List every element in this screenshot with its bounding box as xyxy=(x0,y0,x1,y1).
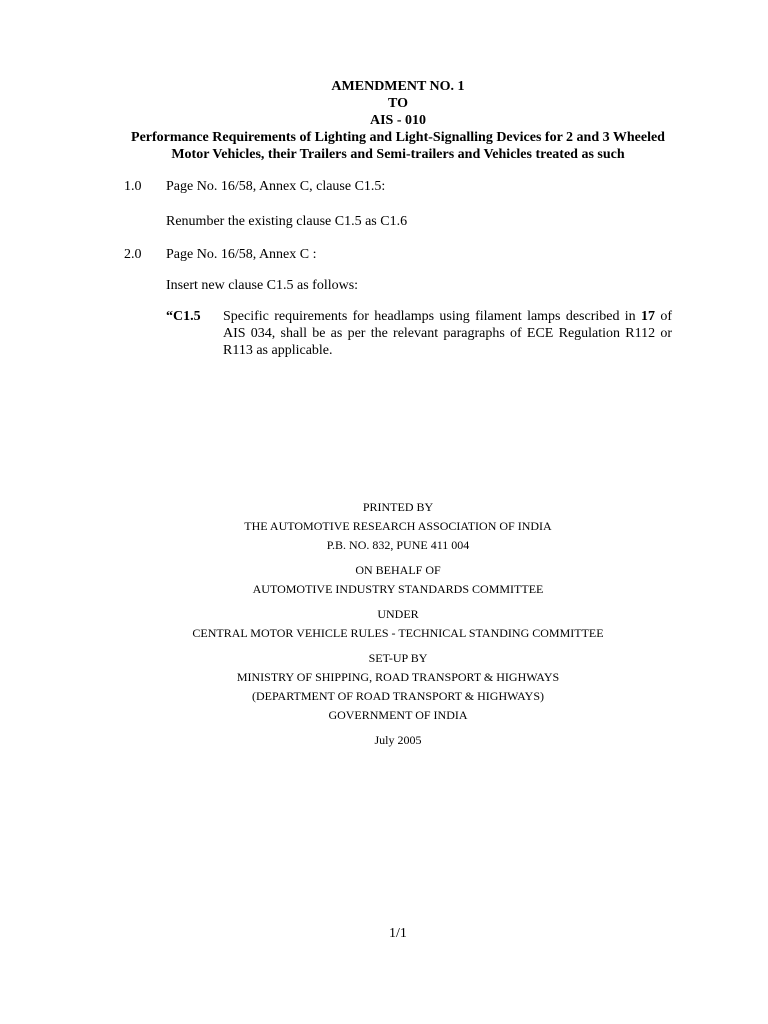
publisher-address: P.B. NO. 832, PUNE 411 004 xyxy=(326,538,470,552)
publication-date: July 2005 xyxy=(374,733,422,747)
publisher-name: THE AUTOMOTIVE RESEARCH ASSOCIATION OF INDIA xyxy=(244,519,552,533)
clause-number: 1.0 xyxy=(124,179,142,194)
new-clause-label: “C1.5 xyxy=(166,309,201,324)
title-block xyxy=(100,78,696,163)
new-clause-c1-5 xyxy=(166,308,672,359)
publisher-block xyxy=(100,498,696,750)
new-clause-bold-reference: 17 xyxy=(641,309,656,324)
clause-2-reference xyxy=(124,246,317,263)
clause-1-reference xyxy=(124,178,385,195)
setup-by-label: SET-UP BY xyxy=(368,651,428,665)
clause-reference: Page No. 16/58, Annex C : xyxy=(166,247,317,262)
page-number: 1/1 xyxy=(389,926,407,941)
amendment-number: AMENDMENT NO. 1 xyxy=(331,79,465,94)
to-label: TO xyxy=(388,96,408,111)
on-behalf-of-label: ON BEHALF OF xyxy=(355,563,441,577)
government-name: GOVERNMENT OF INDIA xyxy=(328,708,468,722)
clause-2-instruction: Insert new clause C1.5 as follows: xyxy=(166,278,359,293)
new-clause-text xyxy=(223,308,672,359)
rules-committee-name: CENTRAL MOTOR VEHICLE RULES - TECHNICAL STANDING COMMITTEE xyxy=(192,626,604,640)
printed-by-label: PRINTED BY xyxy=(362,500,434,514)
clause-reference: Page No. 16/58, Annex C, clause C1.5: xyxy=(166,179,386,194)
document-title-line-1: Performance Requirements of Lighting and Light-Signalling Devices for 2 and 3 Wheeled xyxy=(131,130,665,145)
ministry-name: MINISTRY OF SHIPPING, ROAD TRANSPORT & HIGHWAYS xyxy=(236,670,560,684)
new-clause-text-part: Specific requirements for headlamps using filament lamps described in xyxy=(223,309,642,324)
under-label: UNDER xyxy=(377,607,419,621)
new-clause-text-part: of AIS 034, shall be as per the relevant paragraphs of ECE Regulation R112 or R113 as applicable. xyxy=(223,309,672,358)
standard-code: AIS - 010 xyxy=(369,113,426,128)
committee-name: AUTOMOTIVE INDUSTRY STANDARDS COMMITTEE xyxy=(252,582,544,596)
department-name: (DEPARTMENT OF ROAD TRANSPORT & HIGHWAYS) xyxy=(251,689,545,703)
clause-number: 2.0 xyxy=(124,247,142,262)
clause-1-instruction: Renumber the existing clause C1.5 as C1.6 xyxy=(166,214,408,229)
document-title-line-2: Motor Vehicles, their Trailers and Semi-trailers and Vehicles treated as such xyxy=(171,147,625,162)
